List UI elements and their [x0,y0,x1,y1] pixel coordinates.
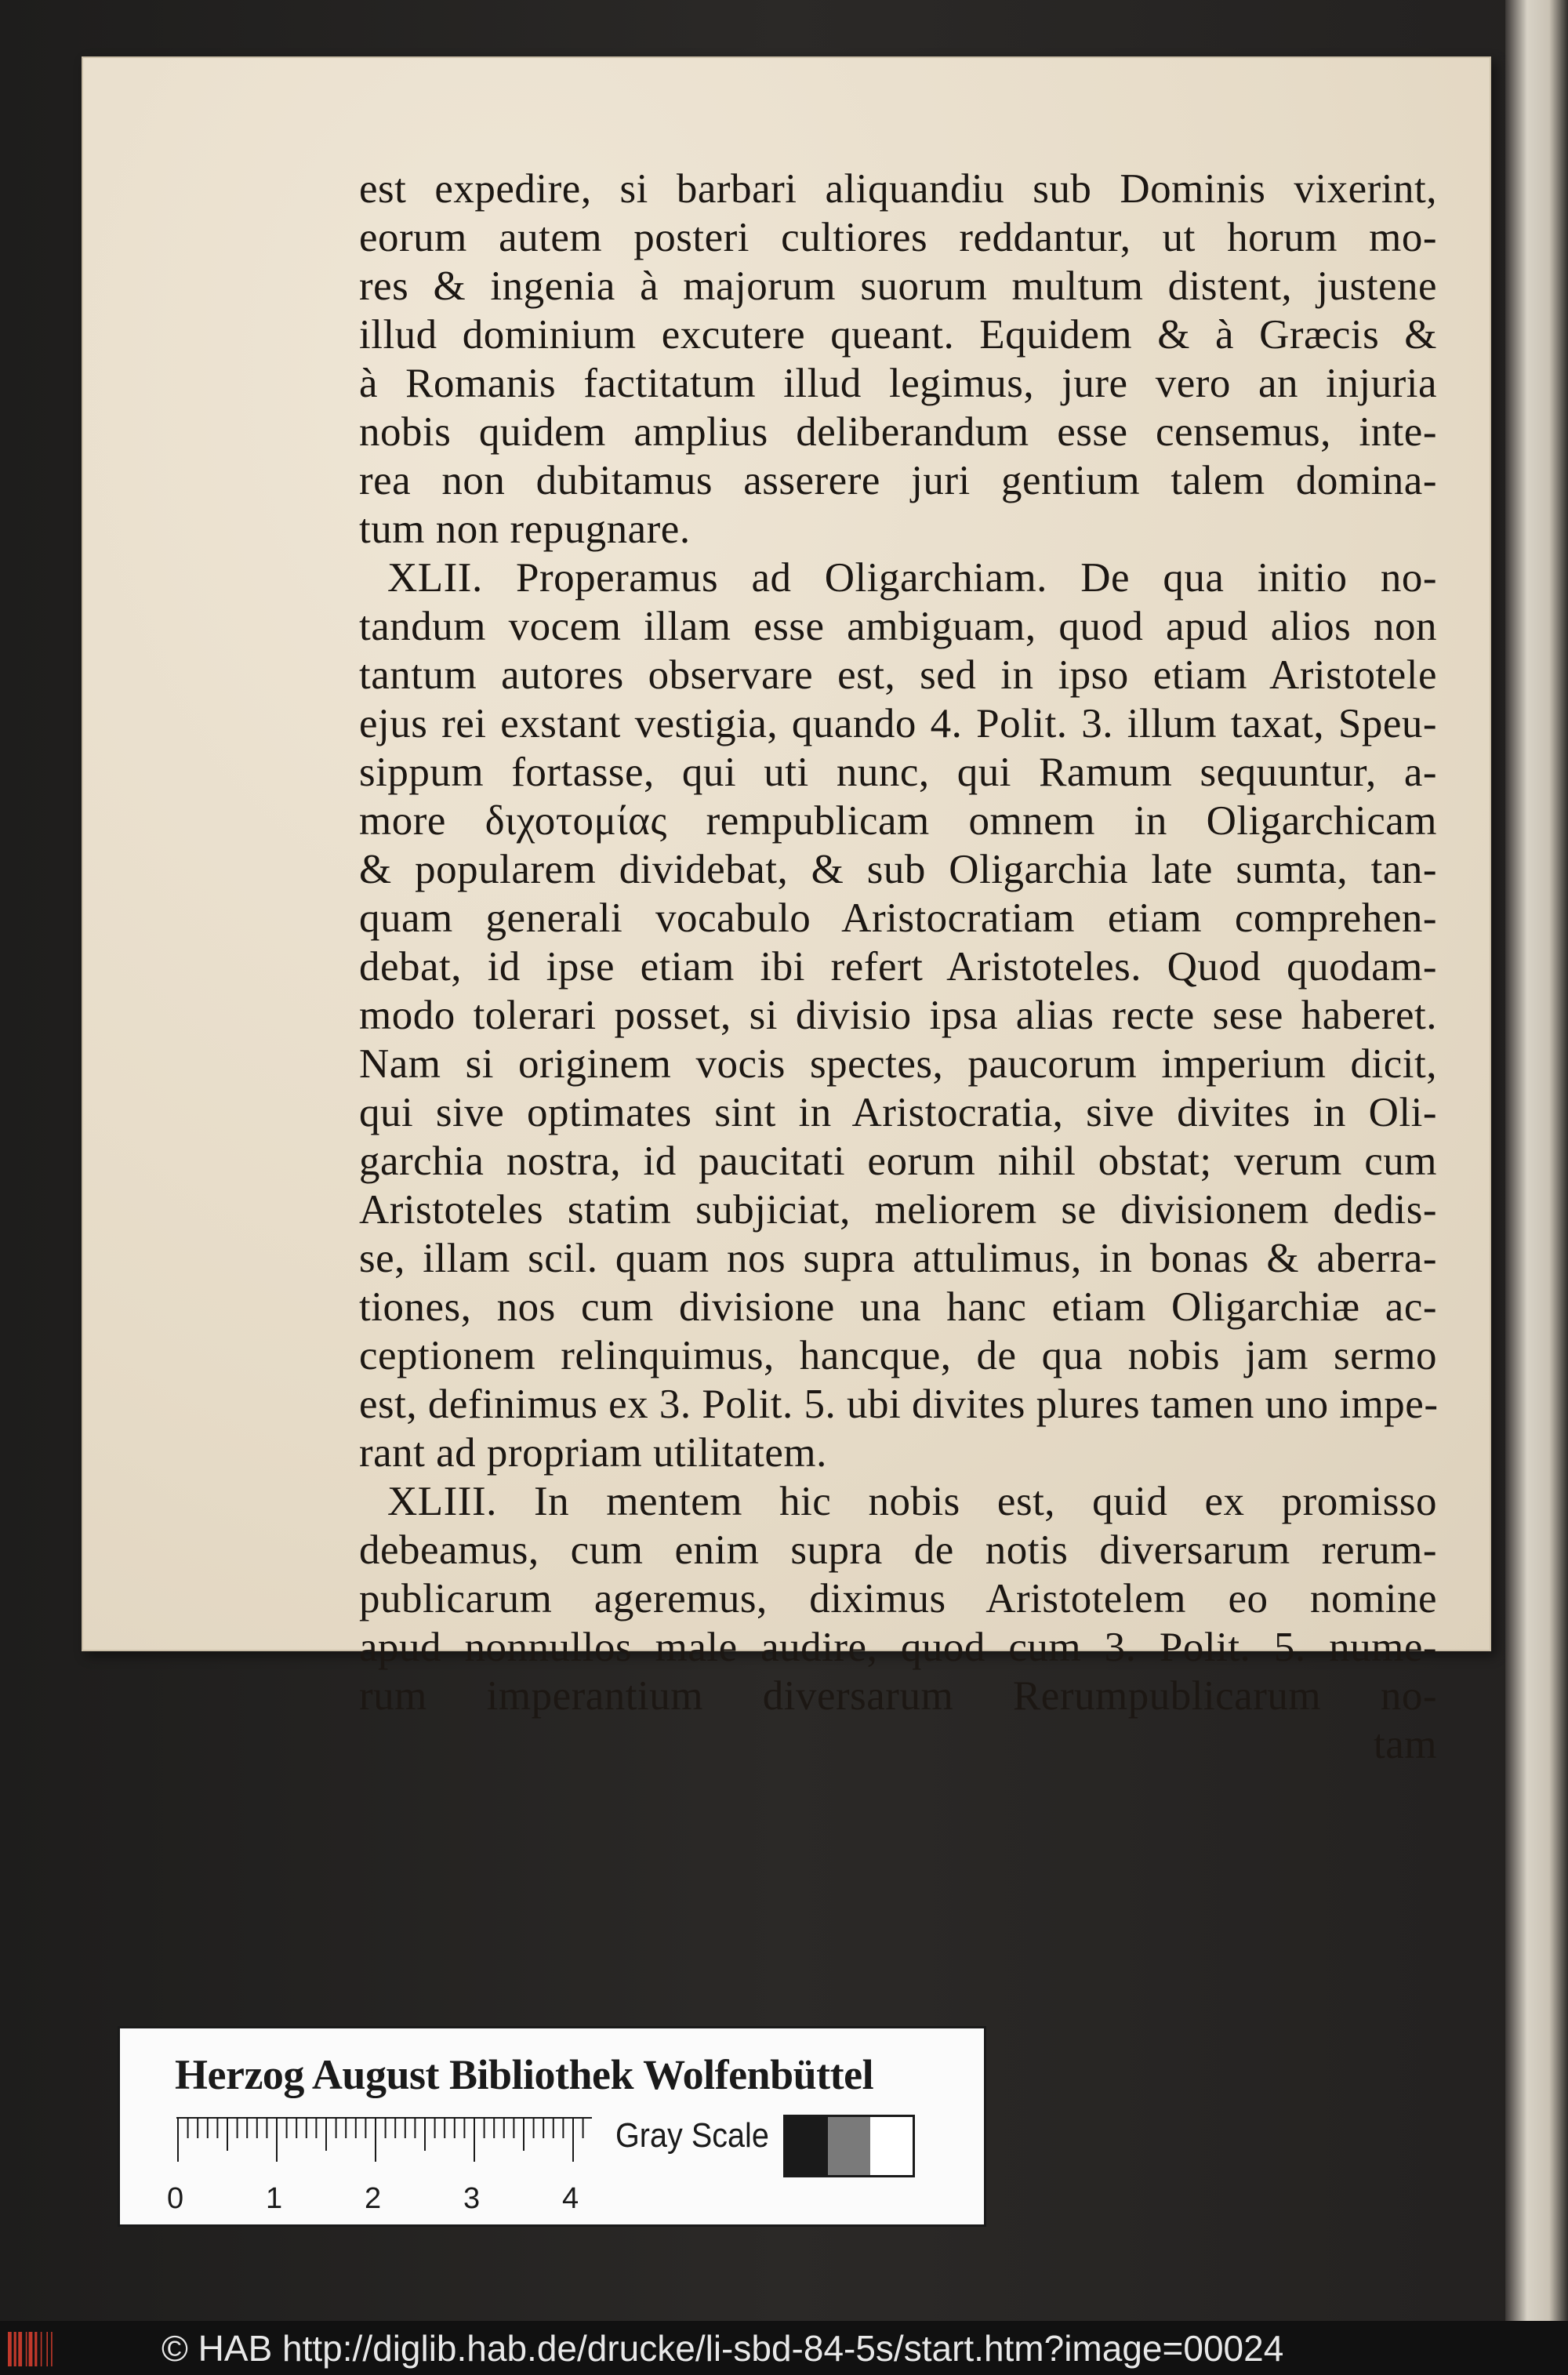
swatch-white [870,2117,913,2175]
text-line: garchia nostra, id paucitati eorum nihil obstat; verum cum [359,1138,1437,1184]
barcode-bar [46,2332,48,2366]
text-line: & popularem dividebat, & sub Oligarchia late sumta, tan- [359,847,1437,892]
footer-bar [0,2321,1568,2375]
barcode-bar [41,2332,42,2366]
footer-copyright: © HAB http://diglib.hab.de/drucke/li-sbd-84-5s/start.htm?image=00024 [162,2328,1284,2369]
text-line: res & ingenia à majorum suorum multum distent, justene [359,263,1437,309]
text-line: se, illam scil. quam nos supra attulimus, in bonas & aberra- [359,1236,1437,1281]
section-heading-line: XLIII. In mentem hic nobis est, quid ex promisso [387,1479,1437,1524]
gray-scale-swatches [783,2115,915,2177]
barcode-bar [14,2332,16,2366]
card-title: Herzog August Bibliothek Wolfenbüttel [175,2051,874,2098]
text-line: apud nonnullos male audire, quod cum 3. Polit. 5. nume- [359,1625,1437,1670]
text-line: tum non repugnare. [359,507,691,552]
text-line: illud dominium excutere queant. Equidem & à Græcis & [359,312,1437,358]
barcode-bar [26,2332,27,2366]
text-line: rum imperantium diversarum Rerumpublicarum no- [359,1673,1437,1719]
text-line: sippum fortasse, qui uti nunc, qui Ramum sequuntur, a- [359,750,1437,795]
text-line: debeamus, cum enim supra de notis diversarum rerum- [359,1527,1437,1573]
text-line: debat, id ipse etiam ibi refert Aristoteles. Quod quodam- [359,944,1437,990]
swatch-black [786,2117,828,2175]
barcode-bar [29,2332,33,2366]
text-line: ceptionem relinquimus, hancque, de qua nobis jam sermo [359,1333,1437,1378]
catchword: tam [1374,1722,1437,1767]
barcode-bar [18,2332,22,2366]
ruler-label: 0 [167,2182,184,2215]
text-line: tantum autores observare est, sed in ipso etiam Aristotele [359,652,1437,698]
text-line: modo tolerari posset, si divisio ipsa alias recte sese haberet. [359,993,1437,1038]
ruler-label: 1 [266,2182,283,2215]
text-line: tiones, nos cum divisione una hanc etiam Oligarchiæ ac- [359,1284,1437,1330]
swatch-gray [828,2117,870,2175]
barcode-bar [51,2332,53,2366]
text-line: more διχοτομίας rempublicam omnem in Oligarchicam [359,798,1437,844]
ruler-labels [167,2182,606,2221]
text-line: Nam si originem vocis spectes, paucorum imperium dicit, [359,1041,1437,1087]
text-line: quam generali vocabulo Aristocratiam etiam comprehen- [359,895,1437,941]
text-line: qui sive optimates sint in Aristocratia, sive divites in Oli- [359,1090,1437,1135]
text-line: est, definimus ex 3. Polit. 5. ubi divites plures tamen uno impe- [359,1382,1439,1427]
barcode-bar [34,2332,37,2366]
text-line: à Romanis factitatum illud legimus, jure vero an injuria [359,361,1437,406]
barcode-icon [8,2329,64,2370]
section-heading-line: XLII. Properamus ad Oligarchiam. De qua initio no- [387,555,1437,601]
colour-reference-card [118,2026,986,2227]
ruler-label: 2 [365,2182,382,2215]
ruler-label: 4 [562,2182,579,2215]
text-line: rant ad propriam utilitatem. [359,1430,827,1476]
ruler [176,2116,592,2163]
text-line: publicarum ageremus, diximus Aristotelem eo nomine [359,1576,1437,1621]
page-text [359,165,1437,1769]
text-line: ejus rei exstant vestigia, quando 4. Polit. 3. illum taxat, Speu- [359,701,1437,746]
text-line: est expedire, si barbari aliquandiu sub Dominis vixerint, [359,166,1437,212]
book-edge [1505,0,1568,2329]
gray-scale-label: Gray Scale [615,2116,769,2155]
ruler-label: 3 [463,2182,481,2215]
barcode-bar [8,2332,12,2366]
text-line: tandum vocem illam esse ambiguam, quod apud alios non [359,604,1437,649]
text-line: nobis quidem amplius deliberandum esse censemus, inte- [359,409,1437,455]
text-line: rea non dubitamus asserere juri gentium talem domina- [359,458,1437,503]
text-line: Aristoteles statim subjiciat, meliorem se divisionem dedis- [359,1187,1437,1233]
text-line: eorum autem posteri cultiores reddantur, ut horum mo- [359,215,1437,260]
